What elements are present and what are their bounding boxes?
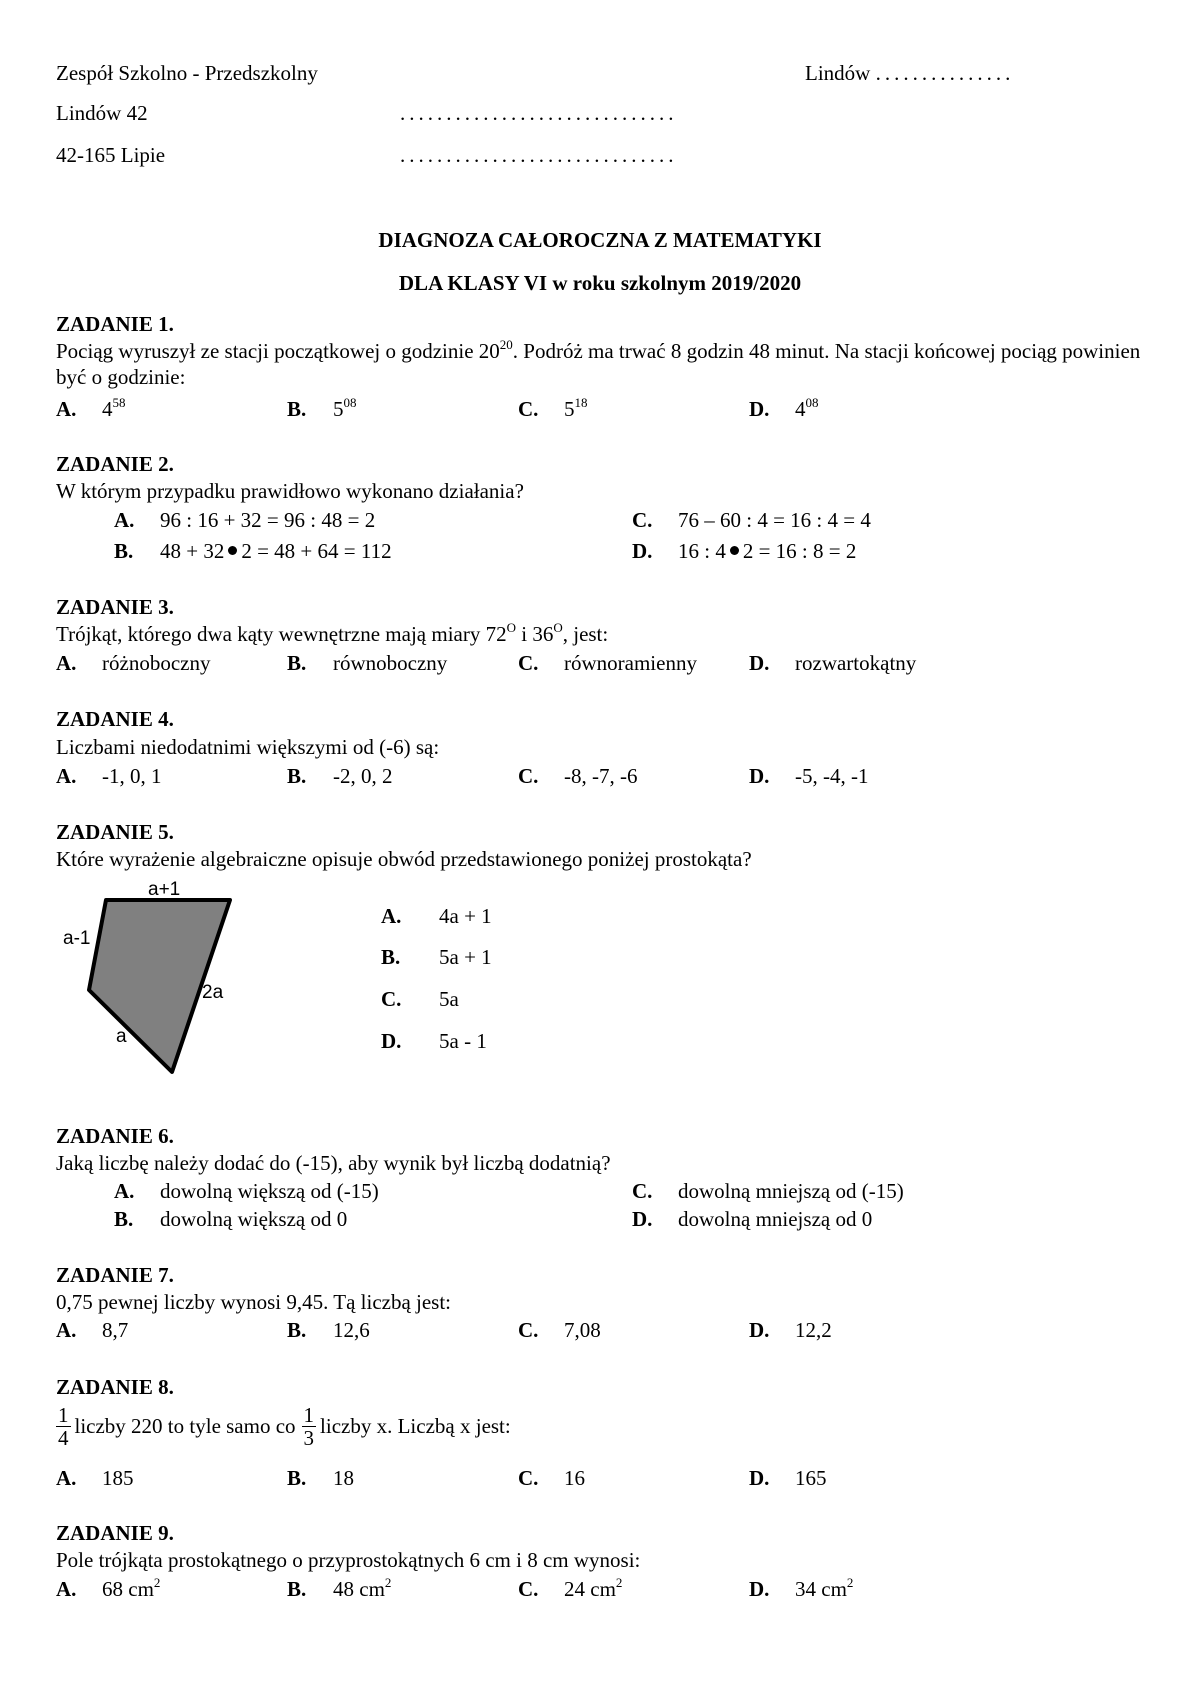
task-1-question: Pociąg wyruszył ze stacji początkowej o godzinie $20^{20}$. Podróż ma trwać 8 godzin 48 minut. Na stacji końcowej pociąg powinien być o godzinie: bbox=[56, 337, 1141, 390]
task-3-option-c[interactable]: C. równoramienny bbox=[518, 651, 697, 675]
task-8-title: ZADANIE 8. bbox=[56, 1375, 174, 1399]
task-8-option-b[interactable]: B. 18 bbox=[287, 1466, 354, 1490]
fraction-one-third: $\frac{1}{3}$ bbox=[303, 1403, 315, 1451]
side-label-bottom: a bbox=[116, 1026, 127, 1047]
task-3-option-d[interactable]: D. rozwartokątny bbox=[749, 651, 917, 675]
task-6-question: Jaką liczbę należy dodać do (-15), aby wynik był liczbą dodatnią? bbox=[56, 1151, 611, 1175]
multiply-dot-icon bbox=[228, 546, 237, 555]
task-8-question: $\frac{1}{4}$ liczby 220 to tyle samo co $\frac{1}{3}$ liczby x. Liczbą x jest: bbox=[58, 1403, 511, 1451]
task-5-option-c[interactable]: C. 5a bbox=[381, 987, 459, 1011]
task-7-option-a[interactable]: A. 8,7 bbox=[56, 1318, 129, 1342]
side-label-left: a-1 bbox=[63, 928, 91, 949]
task-3-option-a[interactable]: A. różnoboczny bbox=[56, 651, 211, 675]
task-7-option-d[interactable]: D. 12,2 bbox=[749, 1318, 832, 1342]
task-1-title: ZADANIE 1. bbox=[56, 312, 174, 336]
task-9-option-b[interactable]: B. 48 $cm^2$ bbox=[287, 1575, 392, 1601]
side-label-top: a+1 bbox=[148, 879, 181, 900]
task-3-question: Trójkąt, którego dwa kąty wewnętrzne mają miary $72^O$ i $36^O$, jest: bbox=[56, 620, 609, 646]
place-label: Lindów bbox=[805, 61, 871, 85]
exam-title: DIAGNOZA CAŁOROCZNA Z MATEMATYKI bbox=[378, 228, 822, 252]
task-9-title: ZADANIE 9. bbox=[56, 1521, 174, 1545]
task-3-title: ZADANIE 3. bbox=[56, 595, 174, 619]
task-2-question: W którym przypadku prawidłowo wykonano działania? bbox=[56, 479, 524, 503]
exam-subtitle: DLA KLASY VI w roku szkolnym 2019/2020 bbox=[398, 271, 802, 295]
side-label-right: 2a bbox=[202, 982, 224, 1003]
task-6-option-a[interactable]: A. dowolną większą od (-15) bbox=[114, 1179, 379, 1203]
task-5-title: ZADANIE 5. bbox=[56, 820, 174, 844]
task-7-option-c[interactable]: C. 7,08 bbox=[518, 1318, 601, 1342]
task-7-question: 0,75 pewnej liczby wynosi 9,45. Tą liczbą jest: bbox=[56, 1290, 452, 1314]
task-5-option-b[interactable]: B. 5a + 1 bbox=[381, 945, 492, 969]
fraction-one-quarter: $\frac{1}{4}$ bbox=[58, 1403, 69, 1451]
school-postcode: 42-165 Lipie bbox=[56, 143, 166, 167]
multiply-dot-icon bbox=[730, 546, 739, 555]
task-6-option-d[interactable]: D. dowolną mniejszą od 0 bbox=[632, 1207, 873, 1231]
task-5-option-d[interactable]: D. 5a - 1 bbox=[381, 1029, 487, 1053]
task-1-option-d[interactable]: D. $4^{08}$ bbox=[749, 395, 819, 421]
date-blank: ............... bbox=[875, 61, 1015, 85]
school-name: Zespół Szkolno - Przedszkolny bbox=[56, 61, 318, 85]
task-4-option-d[interactable]: D. -5, -4, -1 bbox=[749, 764, 869, 788]
student-name-blank: .............................. bbox=[400, 101, 678, 125]
quadrilateral-figure bbox=[56, 872, 256, 1082]
task-6-title: ZADANIE 6. bbox=[56, 1124, 174, 1148]
school-address: Lindów 42 bbox=[56, 101, 148, 125]
task-1-option-b[interactable]: B. $5^{08}$ bbox=[287, 395, 357, 421]
task-8-option-a[interactable]: A. 185 bbox=[56, 1466, 134, 1490]
task-5-option-a[interactable]: A. 4a + 1 bbox=[381, 904, 492, 928]
task-6-option-b[interactable]: B. dowolną większą od 0 bbox=[114, 1207, 348, 1231]
task-2-option-b[interactable]: B. 48 + 32 2 = 48 + 64 = 112 bbox=[114, 539, 392, 563]
task-6-option-c[interactable]: C. dowolną mniejszą od (-15) bbox=[632, 1179, 904, 1203]
task-4-question: Liczbami niedodatnimi większymi od (-6) są: bbox=[56, 735, 440, 759]
task-5-question: Które wyrażenie algebraiczne opisuje obwód przedstawionego poniżej prostokąta? bbox=[56, 847, 752, 871]
task-2-option-d[interactable]: D. 16 : 4 2 = 16 : 8 = 2 bbox=[632, 539, 857, 563]
student-class-blank: .............................. bbox=[400, 143, 678, 167]
task-2-option-a[interactable]: A. 96 : 16 + 32 = 96 : 48 = 2 bbox=[114, 508, 376, 532]
task-1-option-c[interactable]: C. $5^{18}$ bbox=[518, 395, 588, 421]
task-4-option-a[interactable]: A. -1, 0, 1 bbox=[56, 764, 162, 788]
task-2-option-c[interactable]: C. 76 – 60 : 4 = 16 : 4 = 4 bbox=[632, 508, 871, 532]
task-7-title: ZADANIE 7. bbox=[56, 1263, 174, 1287]
place-date bbox=[805, 60, 1014, 86]
task-9-option-a[interactable]: A. 68 $cm^2$ bbox=[56, 1575, 161, 1601]
task-4-title: ZADANIE 4. bbox=[56, 707, 174, 731]
task-8-option-d[interactable]: D. 165 bbox=[749, 1466, 827, 1490]
task-7-option-b[interactable]: B. 12,6 bbox=[287, 1318, 370, 1342]
task-4-option-b[interactable]: B. -2, 0, 2 bbox=[287, 764, 393, 788]
task-9-option-c[interactable]: C. 24 $cm^2$ bbox=[518, 1575, 623, 1601]
task-3-option-b[interactable]: B. równoboczny bbox=[287, 651, 448, 675]
task-9-option-d[interactable]: D. 34 $cm^2$ bbox=[749, 1575, 854, 1601]
task-9-question: Pole trójkąta prostokątnego o przyprostokątnych 6 cm i 8 cm wynosi: bbox=[56, 1548, 641, 1572]
task-1-option-a[interactable]: A. $4^{58}$ bbox=[56, 395, 126, 421]
task-2-title: ZADANIE 2. bbox=[56, 452, 174, 476]
task-4-option-c[interactable]: C. -8, -7, -6 bbox=[518, 764, 638, 788]
task-8-option-c[interactable]: C. 16 bbox=[518, 1466, 585, 1490]
